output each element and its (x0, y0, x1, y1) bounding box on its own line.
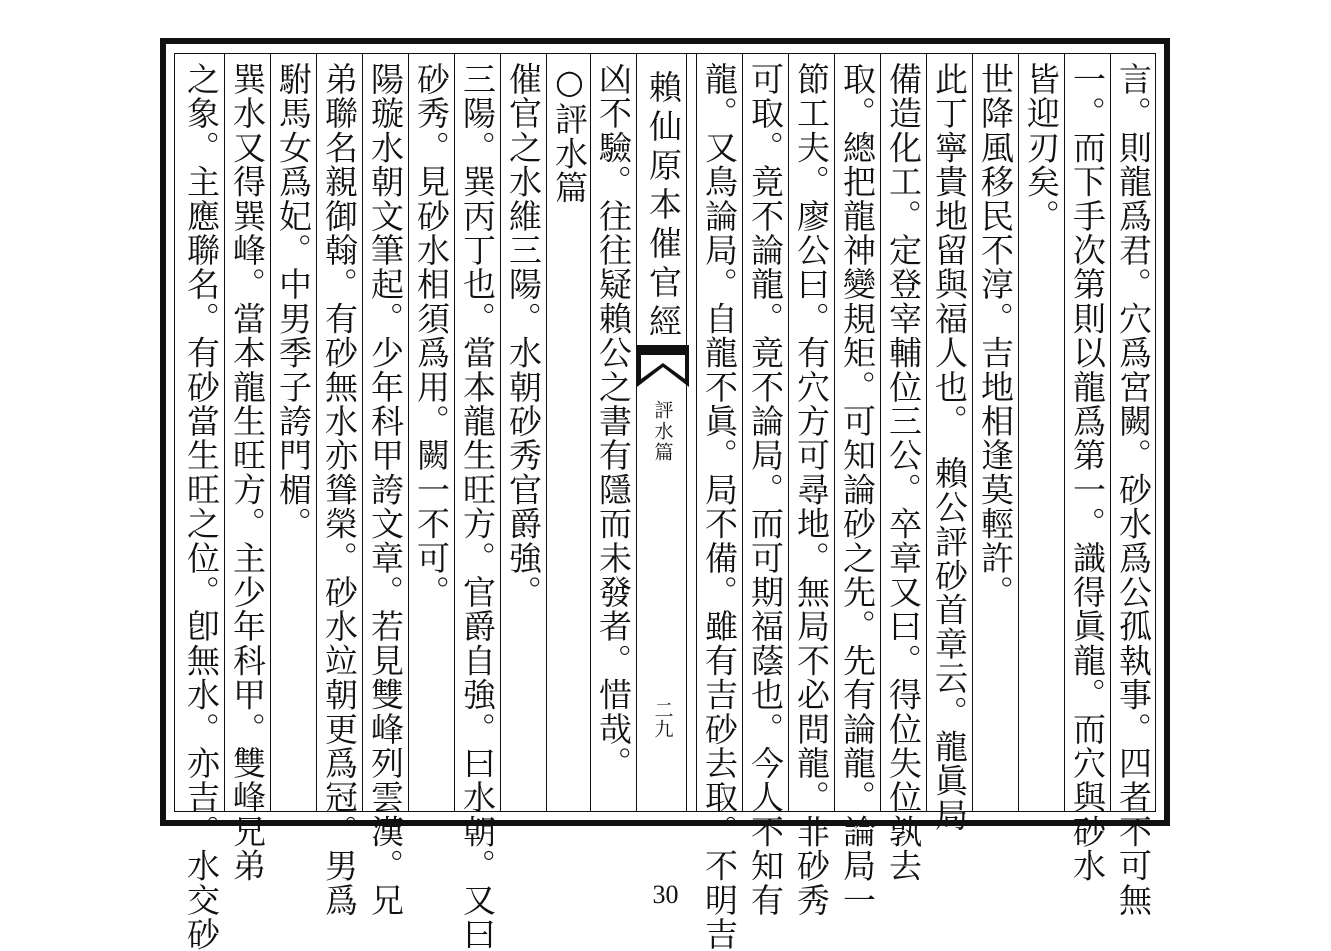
left-column-8: 巽水又得巽峰。當本龍生旺方。主少年科甲。雙峰兄弟 (228, 62, 267, 883)
right-column-3: 皆迎刃矣。 (1022, 62, 1061, 233)
right-column-10: 龍。又鳥論局。自龍不眞。局不備。雖有吉砂去取。不明吉 (700, 62, 739, 951)
right-column-6: 備造化工。定登宰輔位三公。卒章又曰。得位失位孰去 (884, 62, 923, 883)
left-column-7: 駙馬女爲妃。中男季子誇門楣。 (274, 62, 313, 541)
right-column-4: 世降風移民不淳。吉地相逢莫輕許。 (976, 62, 1015, 610)
column-rule (636, 53, 637, 812)
right-column-1: 言。則龍爲君。穴爲宮闕。砂水爲公孤執事。四者不可無 (1114, 62, 1153, 917)
left-column-1: ○評水篇 (550, 62, 589, 205)
left-column-4: 砂秀。見砂水相須爲用。闕一不可。 (412, 62, 451, 610)
left-column-9: 之象。主應聯名。有砂當生旺之位。卽無水。亦吉。水交砂 (182, 62, 221, 951)
left-column-5: 陽璇水朝文筆起。少年科甲誇文章。若見雙峰列雲漢。兄 (366, 62, 405, 917)
fishtail-ornament (637, 345, 689, 391)
right-column-2: 一。而下手次第則以龍爲第一。識得眞龍。而穴與砂水 (1068, 62, 1107, 883)
left-column-2: 催官之水維三陽。水朝砂秀官爵強。 (504, 62, 543, 610)
folio-number: 二九 (651, 700, 674, 738)
right-column-9: 可取。竟不論龍。竟不論局。而可期福蔭也。今人不知有 (746, 62, 785, 917)
book-title: 賴仙原本催官經 (644, 70, 683, 343)
chapter-title: 評水篇 (651, 400, 674, 463)
right-column-11: 凶不驗。往往疑賴公之書有隱而未發者。惜哉。 (594, 62, 633, 781)
left-column-6: 弟聯名親御翰。有砂無水亦聳榮。砂水竝朝更爲冠。男爲 (320, 62, 359, 917)
right-column-8: 節工夫。廖公曰。有穴方可尋地。無局不必問龍。非砂秀 (792, 62, 831, 917)
right-column-5: 此丁寧貴地留與福人也。 賴公評砂首章云。龍眞局 (930, 62, 969, 833)
page-number: 30 (652, 880, 679, 909)
right-column-7: 取。總把龍神變規矩。可知論砂之先。先有論龍。論局一 (838, 62, 877, 917)
left-column-3: 三陽。巽丙丁也。當本龍生旺方。官爵自強。曰水朝。又曰 (458, 62, 497, 951)
